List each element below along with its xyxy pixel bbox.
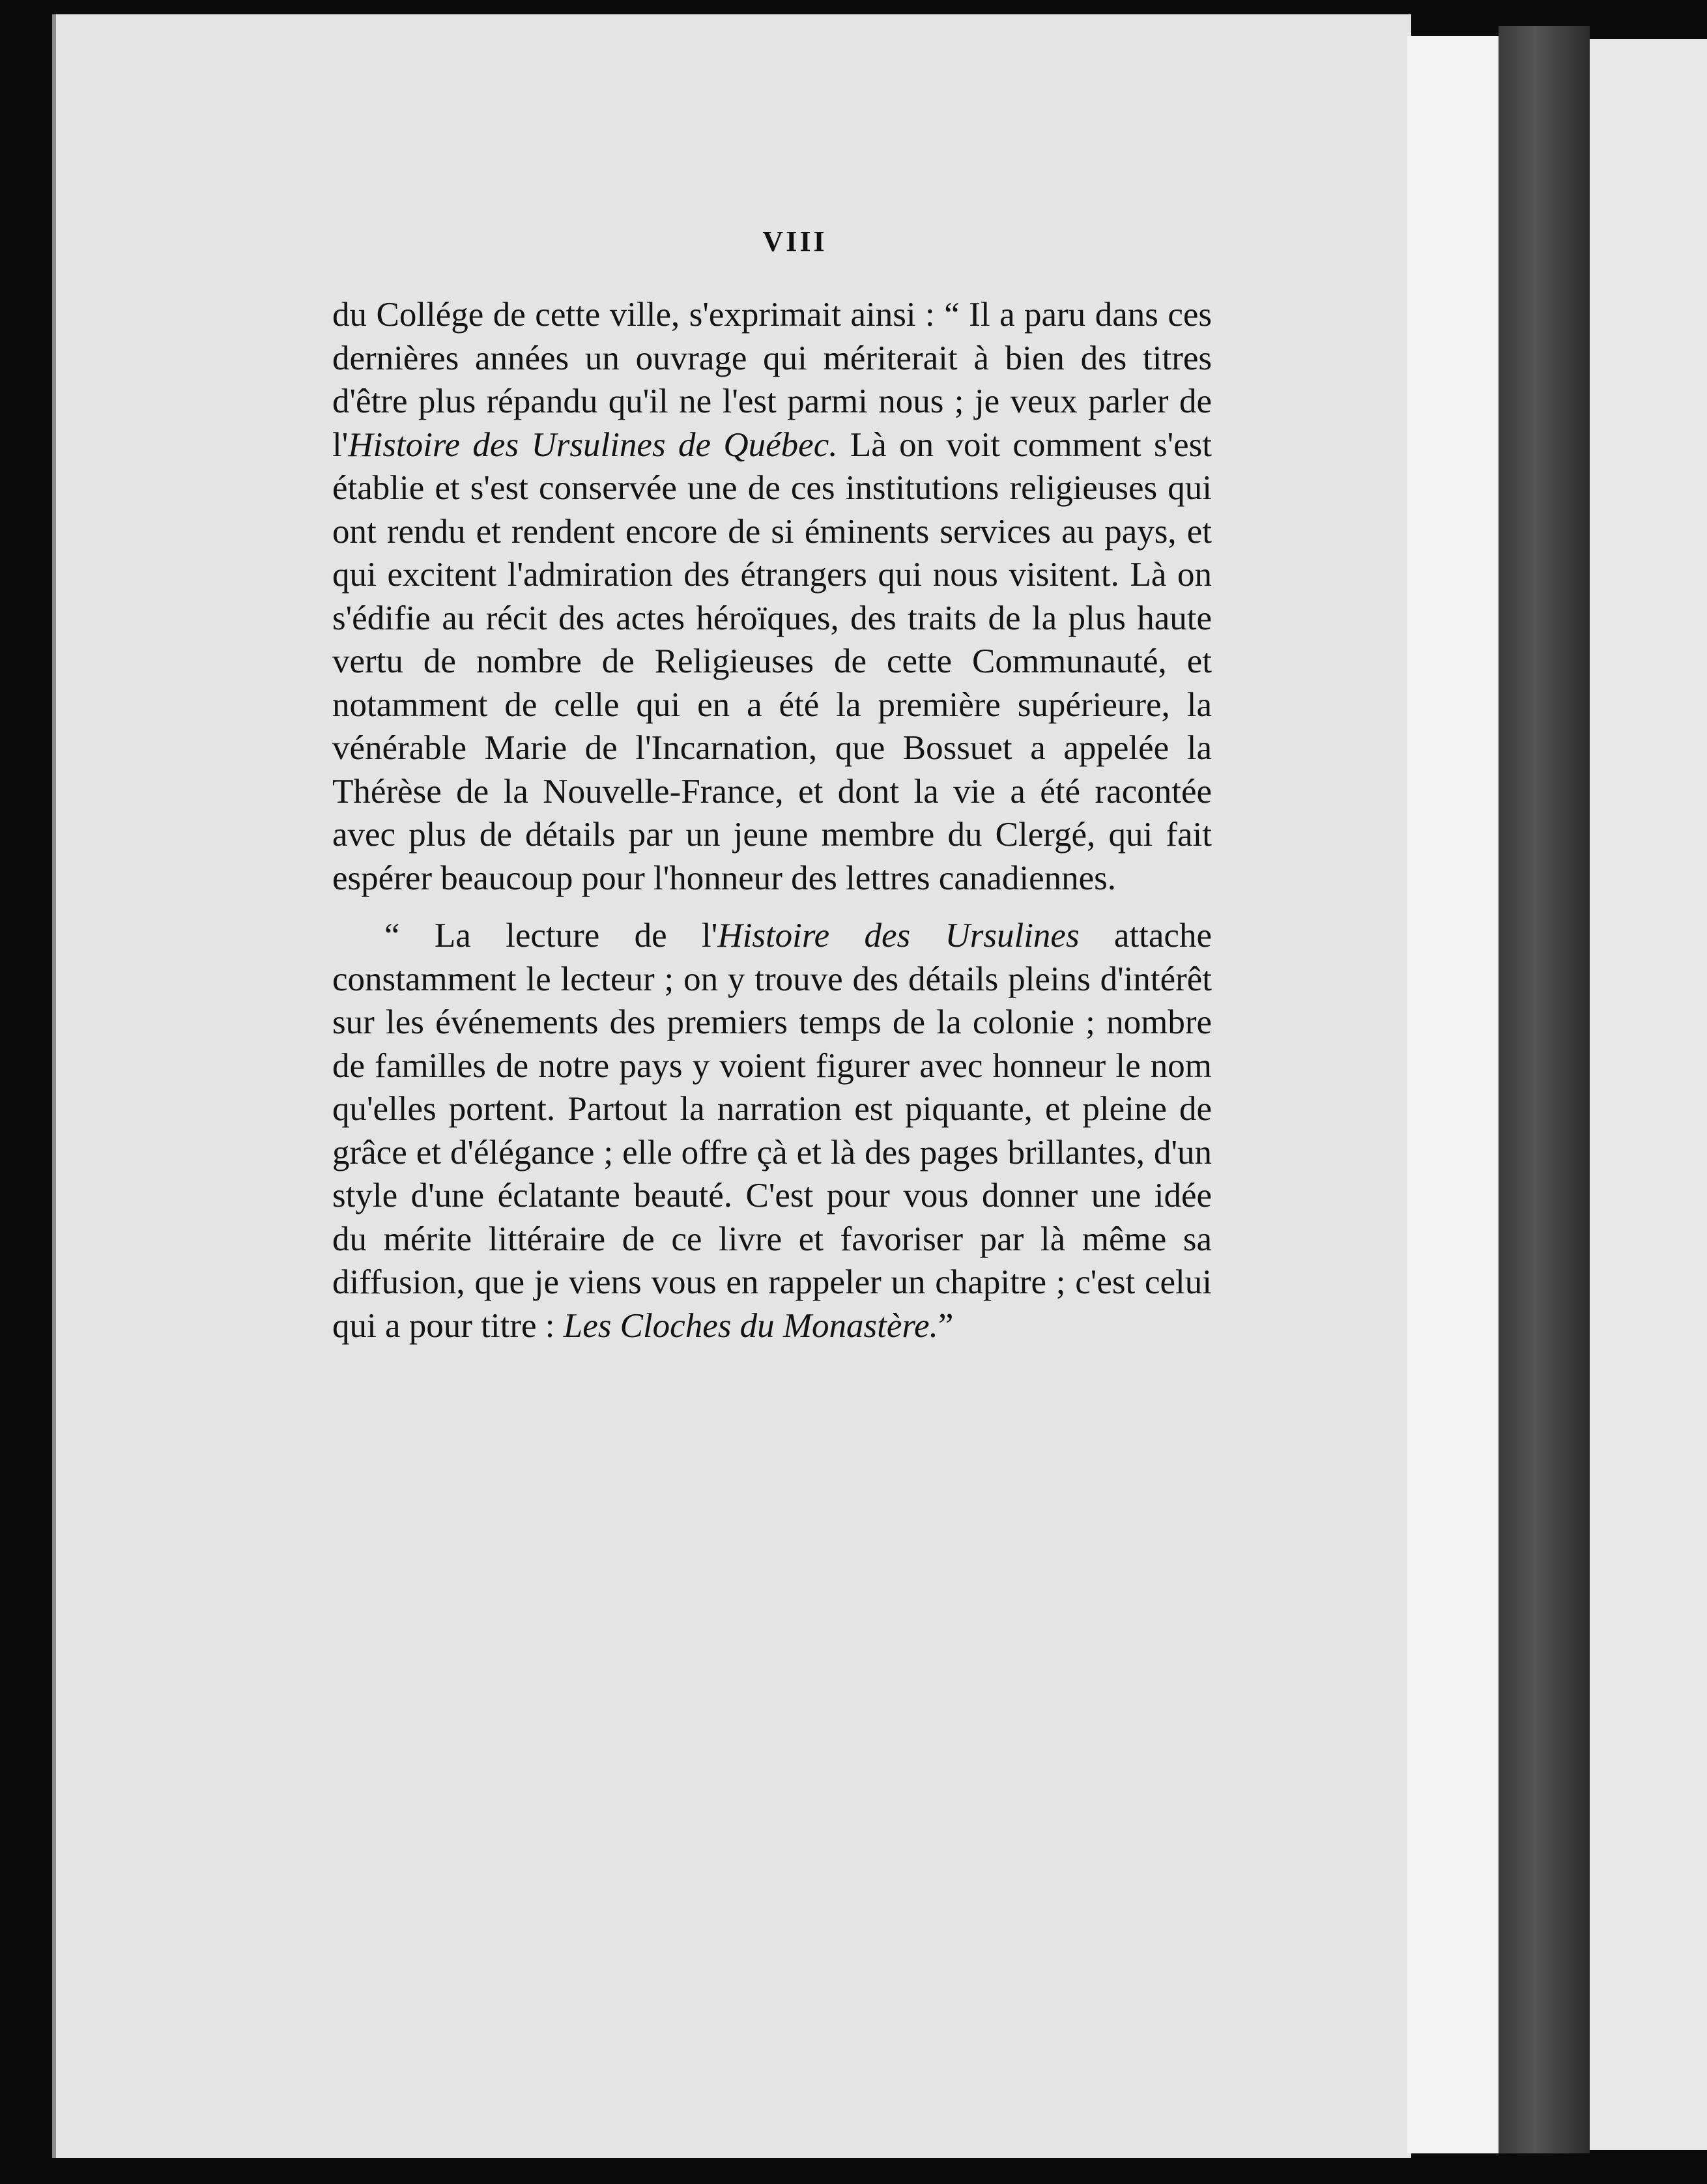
body-text [332,293,1212,1347]
paragraph-2-book-title: Histoire des Ursulines [717,917,1080,955]
paragraph-1-text-a: du Collége de cette ville, s'exprimait ainsi : “ Il a paru dans ces dernières années un ouvrage qui mériterait à bien des titres d'être plus répandu qu'il ne l'est parmi nous ; je veux parler de l' [332,296,1212,464]
paragraph-1-book-title: Histoire des Ursulines de Québec. [348,425,838,464]
paragraph-1 [332,293,1212,900]
book-spine-shadow [1499,26,1590,2153]
paragraph-2-text-b: attache constamment le lecteur ; on y trouve des détails pleins d'intérêt sur les événements des premiers temps de la colonie ; nombre de familles de notre pays y voient figurer avec honneur le nom qu'elles portent. Partout la narration est piquante, et pleine de grâce et d'élégance ; elle offre çà et là des pages brillantes, d'un style d'une éclatante beauté. C'est pour vous donner une idée du mérite littéraire de ce livre et favoriser par là même sa diffusion, que je viens vous en rappeler un chapitre ; c'est celui qui a pour titre : [332,917,1212,1345]
paragraph-2-chapter-title: Les Cloches du Monastère. [563,1306,938,1345]
page-number: VIII [762,225,827,257]
paragraph-2 [332,914,1212,1347]
paragraph-1-text-b: Là on voit comment s'est établie et s'est conservée une de ces institutions religieuses qui ont rendu et rendent encore de si éminents services au pays, et qui excitent l'admiration des étrangers qui nous visitent. Là on s'édifie au récit des actes héroïques, des traits de la plus haute vertu de nombre de Religieuses de cette Communauté, et notamment de celle qui en a été la première supérieure, la vénérable Marie de l'Incarnation, que Bossuet a appelée la Thérèse de la Nouvelle-France, et dont la vie a été racontée avec plus de détails par un jeune membre du Clergé, qui fait espérer beaucoup pour l'honneur des lettres canadiennes. [332,425,1212,897]
page-edge [1407,36,1499,2153]
next-page-edge [1590,39,1707,2150]
paragraph-2-text-c: ” [938,1306,954,1345]
paragraph-2-text-a: “ La lecture de l' [384,917,718,955]
